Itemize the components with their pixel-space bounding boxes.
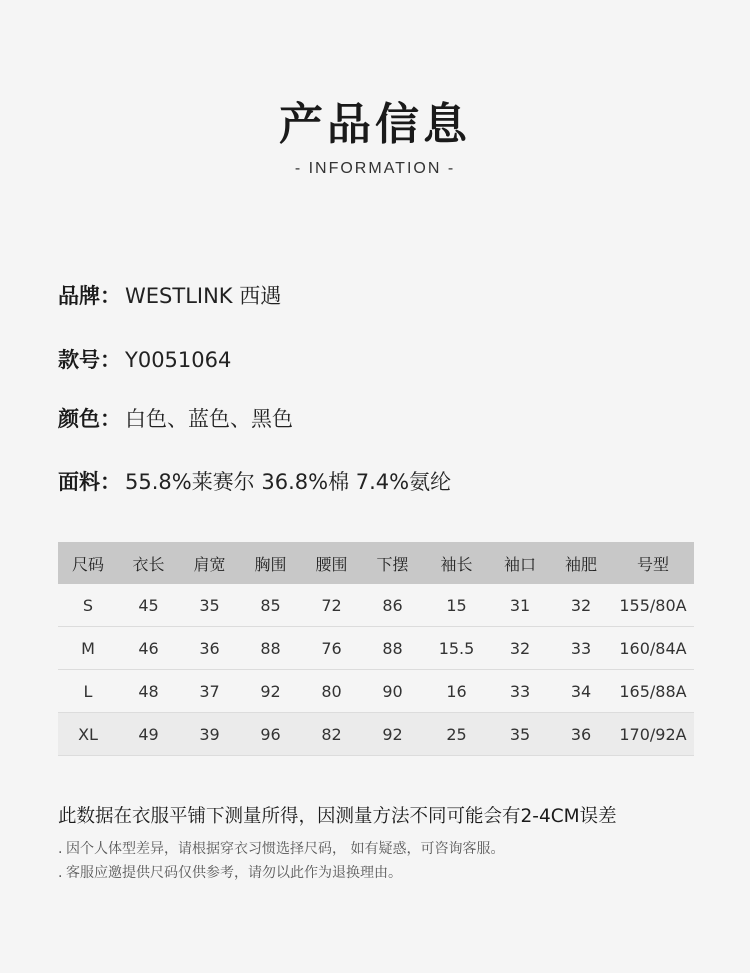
note-text: 客服应邀提供尺码仅供参考，请勿以此作为退换理由。 xyxy=(66,865,402,881)
table-cell: 48 xyxy=(118,670,179,713)
table-row xyxy=(58,670,694,713)
table-cell: 37 xyxy=(179,670,240,713)
table-cell: 76 xyxy=(301,627,362,670)
column-header: 胸围 xyxy=(240,542,301,584)
bullet-icon: . xyxy=(58,841,63,857)
info-label: 款号： xyxy=(58,348,121,372)
table-cell: 32 xyxy=(550,584,612,627)
size-chart-table xyxy=(58,542,694,756)
table-cell: 33 xyxy=(490,670,550,713)
table-cell: 92 xyxy=(362,713,423,756)
table-cell: 82 xyxy=(301,713,362,756)
info-label: 面料： xyxy=(58,470,121,494)
note-item xyxy=(58,838,504,858)
info-label: 品牌： xyxy=(58,284,121,308)
table-cell: 170/92A xyxy=(612,713,694,756)
note-text: 因个人体型差异，请根据穿衣习惯选择尺码， 如有疑惑，可咨询客服。 xyxy=(66,841,505,857)
measurement-note: 此数据在衣服平铺下测量所得，因测量方法不同可能会有2-4CM误差 xyxy=(58,806,617,827)
table-cell: 72 xyxy=(301,584,362,627)
column-header: 肩宽 xyxy=(179,542,240,584)
page-title: 产品信息 xyxy=(279,99,471,150)
table-cell: 155/80A xyxy=(612,584,694,627)
table-cell: 25 xyxy=(423,713,490,756)
table-cell: 165/88A xyxy=(612,670,694,713)
note-item xyxy=(58,862,402,882)
table-cell: 34 xyxy=(550,670,612,713)
table-cell: 35 xyxy=(490,713,550,756)
table-cell: 35 xyxy=(179,584,240,627)
table-cell: 31 xyxy=(490,584,550,627)
info-brand xyxy=(58,280,281,310)
table-cell: XL xyxy=(58,713,118,756)
table-cell: 15 xyxy=(423,584,490,627)
table-cell: L xyxy=(58,670,118,713)
info-value: 55.8%莱赛尔 36.8%棉 7.4%氨纶 xyxy=(125,470,452,494)
column-header: 袖口 xyxy=(490,542,550,584)
table-cell: S xyxy=(58,584,118,627)
info-value: Y0051064 xyxy=(125,348,232,372)
table-cell: M xyxy=(58,627,118,670)
table-cell: 96 xyxy=(240,713,301,756)
table-cell: 85 xyxy=(240,584,301,627)
table-cell: 88 xyxy=(362,627,423,670)
table-row xyxy=(58,713,694,756)
info-color xyxy=(58,403,293,433)
page-subtitle: - INFORMATION - xyxy=(294,160,456,177)
column-header: 腰围 xyxy=(301,542,362,584)
table-row xyxy=(58,627,694,670)
bullet-icon: . xyxy=(58,865,63,881)
table-row xyxy=(58,584,694,627)
table-cell: 16 xyxy=(423,670,490,713)
column-header: 衣长 xyxy=(118,542,179,584)
table-cell: 49 xyxy=(118,713,179,756)
column-header: 号型 xyxy=(612,542,694,584)
column-header: 下摆 xyxy=(362,542,423,584)
info-style-number xyxy=(58,344,231,374)
table-cell: 39 xyxy=(179,713,240,756)
column-header: 袖长 xyxy=(423,542,490,584)
info-fabric xyxy=(58,466,451,496)
table-cell: 92 xyxy=(240,670,301,713)
column-header: 尺码 xyxy=(58,542,118,584)
table-cell: 36 xyxy=(550,713,612,756)
table-cell: 45 xyxy=(118,584,179,627)
table-cell: 88 xyxy=(240,627,301,670)
table-cell: 46 xyxy=(118,627,179,670)
table-cell: 80 xyxy=(301,670,362,713)
table-cell: 36 xyxy=(179,627,240,670)
table-cell: 90 xyxy=(362,670,423,713)
table-cell: 160/84A xyxy=(612,627,694,670)
table-header-row xyxy=(58,542,694,584)
table-cell: 32 xyxy=(490,627,550,670)
column-header: 袖肥 xyxy=(550,542,612,584)
info-value: 白色、蓝色、黑色 xyxy=(125,407,293,431)
table-cell: 33 xyxy=(550,627,612,670)
info-value: WESTLINK 西遇 xyxy=(125,284,282,308)
table-cell: 86 xyxy=(362,584,423,627)
table-cell: 15.5 xyxy=(423,627,490,670)
info-label: 颜色： xyxy=(58,407,121,431)
